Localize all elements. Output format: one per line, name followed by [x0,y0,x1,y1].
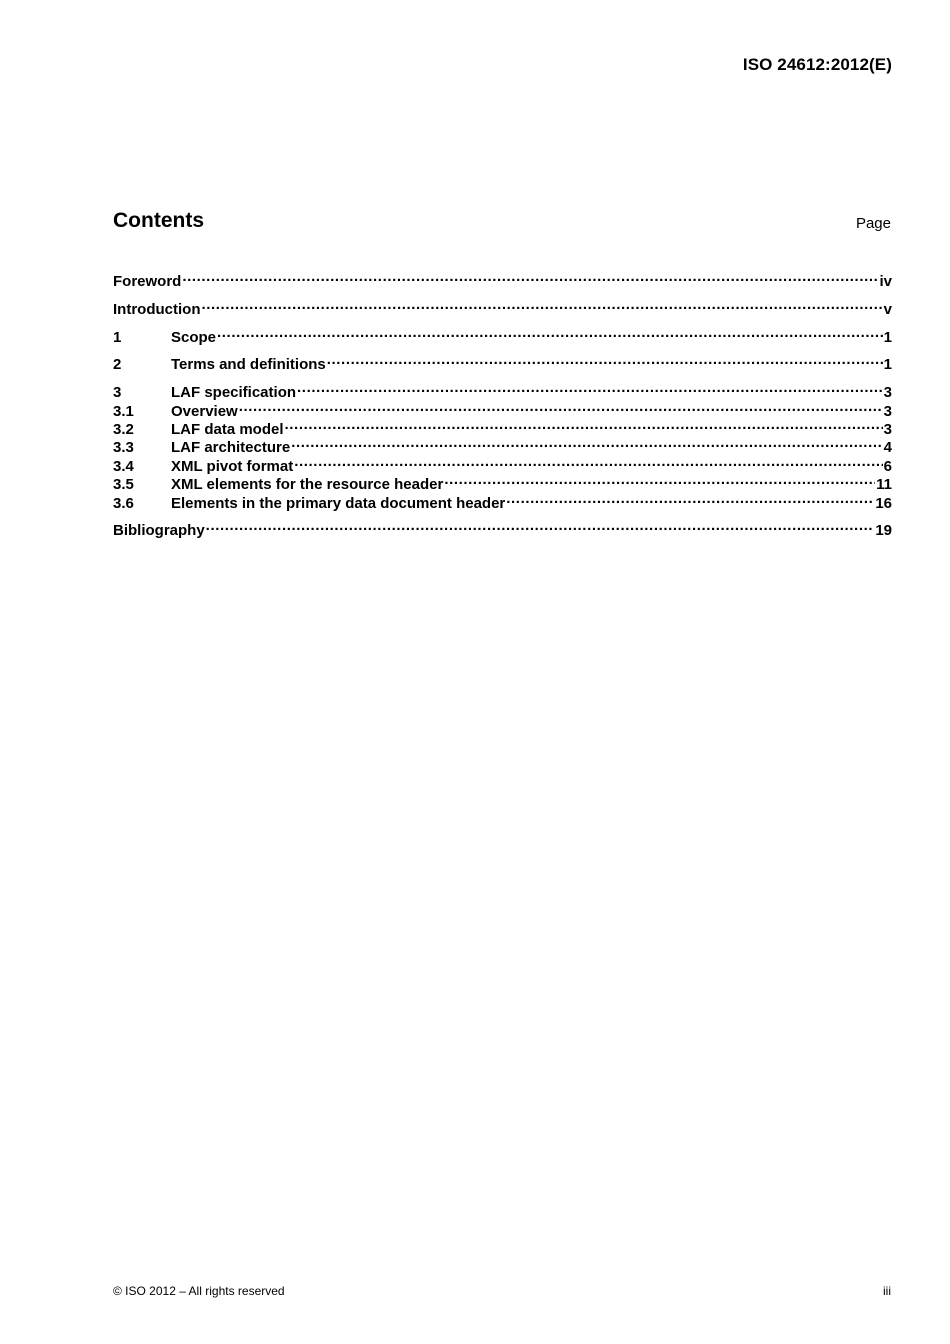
toc-leader-dots [201,296,882,314]
toc-entry-number: 3.6 [113,495,134,512]
toc-leader-dots [206,517,875,535]
toc-entry-page: 6 [883,458,892,475]
toc-entry-scope[interactable] [113,324,892,347]
toc-entry-terms-and-definitions[interactable] [113,351,892,374]
toc-entry-foreword[interactable] [113,268,892,291]
toc-entry-title: Overview [171,403,238,420]
toc-leader-dots [327,351,883,369]
toc-leader-dots [182,268,878,286]
toc-entry-page: iv [879,273,892,290]
toc-entry-title: Elements in the primary data document header [171,495,506,512]
toc-leader-dots [239,398,883,416]
toc-leader-dots [217,324,883,342]
toc-entry-title: LAF architecture [171,439,291,456]
toc-entry-page: 3 [883,384,892,401]
toc-entry-page: 19 [875,522,892,539]
toc-leader-dots [294,453,882,471]
toc-entry-page: 1 [883,356,892,373]
toc-leader-dots [285,416,883,434]
toc-entry-number: 3.5 [113,476,134,493]
toc-entry-page: 1 [883,329,892,346]
toc-entry-primary-data-document-header[interactable] [113,490,892,513]
toc-entry-title: LAF specification [171,384,297,401]
toc-entry-number: 3 [113,384,122,401]
toc-leader-dots [506,490,874,508]
toc-entry-page: 16 [875,495,892,512]
toc-entry-title: Bibliography [113,522,205,539]
toc-entry-page: 3 [883,403,892,420]
toc-leader-dots [291,434,882,452]
toc-entry-number: 1 [113,329,122,346]
contents-heading: Contents [113,209,204,232]
toc-entry-title: Introduction [113,301,201,318]
toc-entry-page: 4 [883,439,892,456]
toc-entry-page: 11 [876,476,892,493]
toc-entry-page: 3 [883,421,892,438]
copyright-notice: © ISO 2012 – All rights reserved [113,1284,285,1298]
toc-entry-title: XML elements for the resource header [171,476,444,493]
toc-entry-number: 2 [113,356,122,373]
toc-entry-bibliography[interactable] [113,517,892,540]
toc-entry-page: v [883,301,892,318]
toc-entry-title: Scope [171,329,217,346]
toc-leader-dots [297,379,883,397]
toc-entry-number: 3.3 [113,439,134,456]
page-column-label: Page [855,215,891,232]
toc-leader-dots [444,471,875,489]
toc-entry-number: 3.2 [113,421,134,438]
document-identifier: ISO 24612:2012(E) [742,55,892,74]
toc-entry-number: 3.1 [113,403,134,420]
toc-entry-title: LAF data model [171,421,284,438]
page-number: iii [883,1284,891,1298]
toc-entry-introduction[interactable] [113,296,892,319]
toc-entry-title: XML pivot format [171,458,294,475]
toc-entry-title: Foreword [113,273,182,290]
toc-entry-title: Terms and definitions [171,356,326,373]
toc-entry-number: 3.4 [113,458,134,475]
